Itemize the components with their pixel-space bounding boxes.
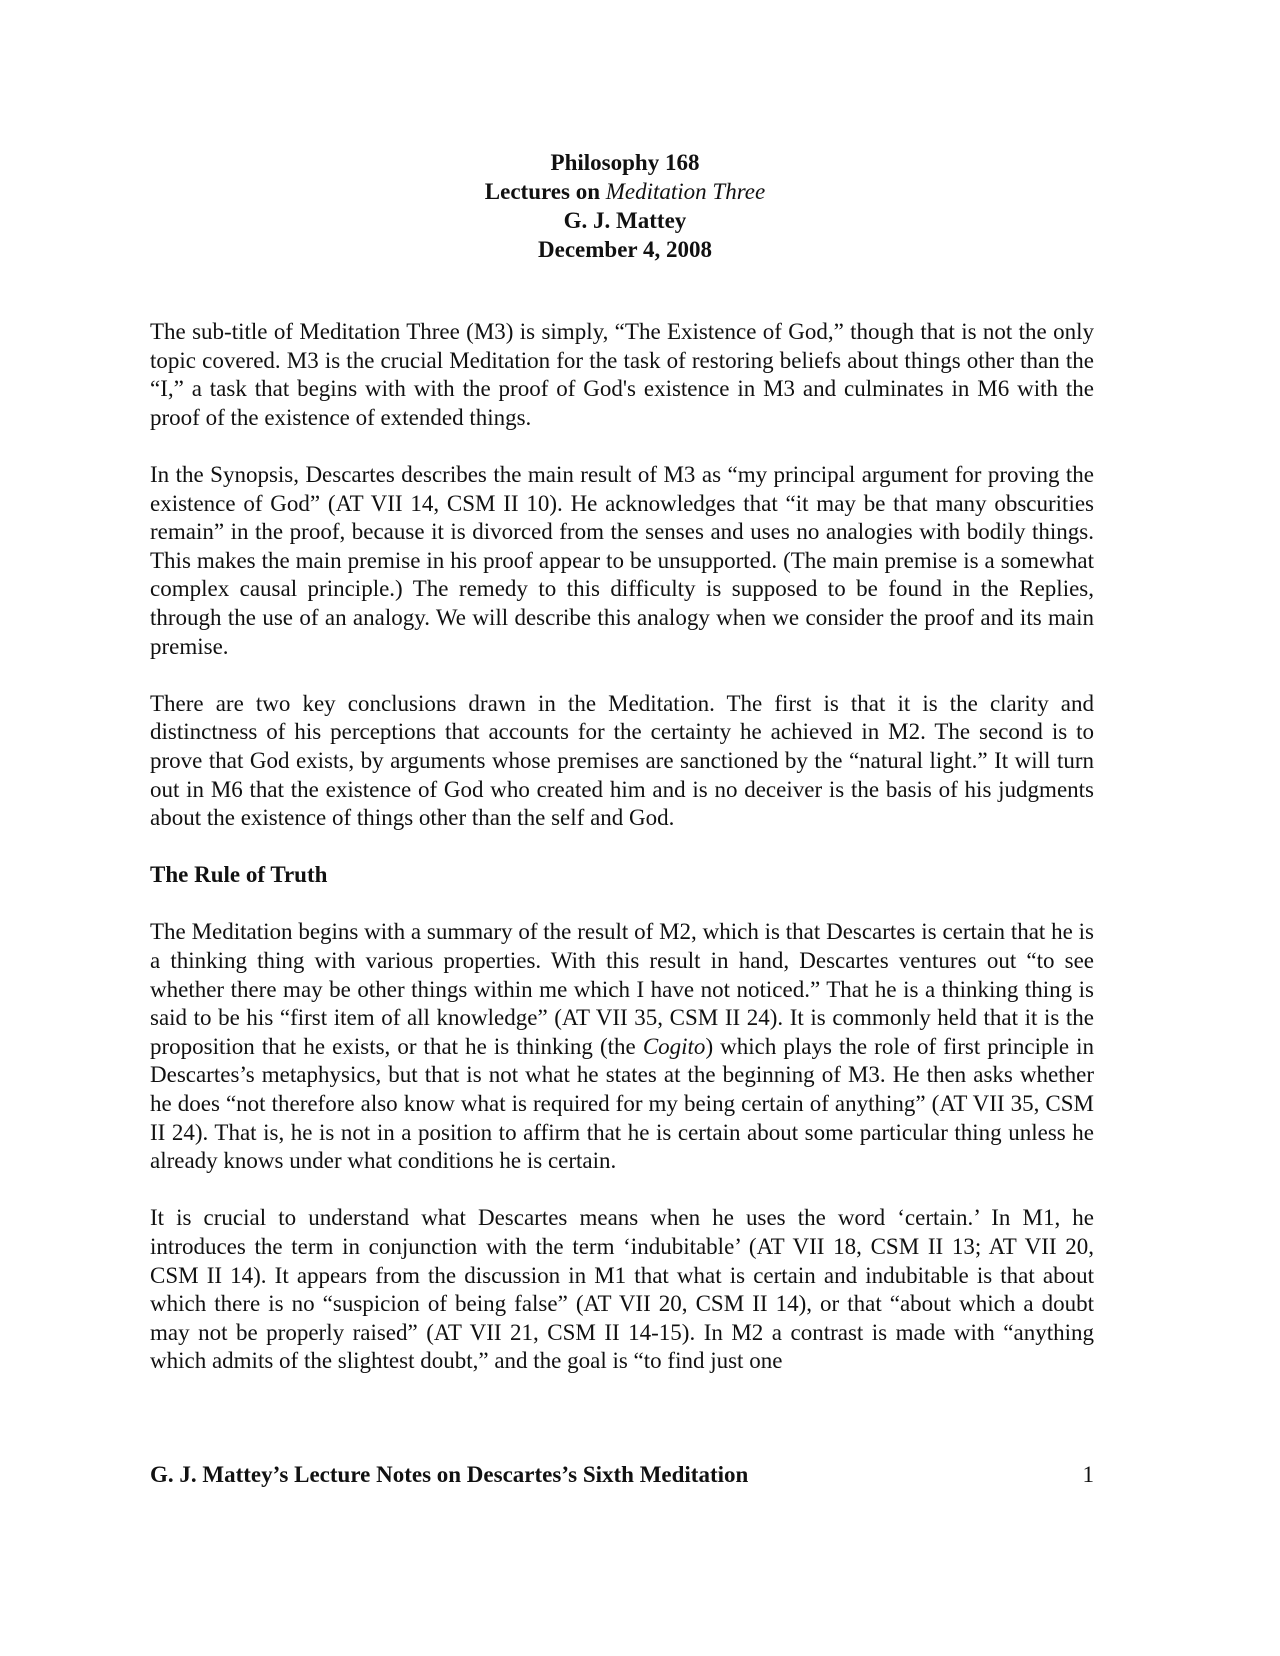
lectures-prefix: Lectures on [484, 179, 606, 204]
title-block [150, 148, 1100, 264]
paragraph-1: The sub-title of Meditation Three (M3) is simply, “The Existence of God,” though that is not the only topic covered. M3 is the crucial Meditation for the task of restoring beliefs about things other than the “I,” a task that begins with with the proof of God's existence in M3 and culminates in M6 with the proof of the existence of extended things. [150, 319, 1094, 430]
document-body [150, 318, 1094, 1405]
lectures-work-title: Meditation Three [605, 179, 766, 204]
document-date: December 4, 2008 [538, 237, 712, 262]
page-footer [150, 1461, 1094, 1489]
paragraph-4-italic: Cogito [642, 1033, 706, 1059]
section-heading: The Rule of Truth [150, 862, 328, 888]
lectures-line [150, 177, 1100, 206]
paragraph-5: It is crucial to understand what Descartes means when he uses the word ‘certain.’ In M1, he introduces the term in conjunction with the term ‘indubitable’ (AT VII 18, CSM II 13; AT VII 20, CSM II 14). It appears from the discussion in M1 that what is certain and indubitable is that about which there is no “suspicion of being false” (AT VII 20, CSM II 14), or that “about which a doubt may not be properly raised” (AT VII 21, CSM II 14-15). In M2 a contrast is made with “anything which admits of the slightest doubt,” and the goal is “to find just one [150, 1205, 1094, 1374]
page-number: 1 [1082, 1462, 1094, 1487]
author-name: G. J. Mattey [563, 208, 687, 233]
paragraph-4 [150, 918, 1094, 1175]
course-title: Philosophy 168 [550, 150, 700, 175]
paragraph-2: In the Synopsis, Descartes describes the main result of M3 as “my principal argument for proving the existence of God” (AT VII 14, CSM II 10). He acknowledges that “it may be that many obscurities remain” in the proof, because it is divorced from the senses and uses no analogies with bodily things. This makes the main premise in his proof appear to be unsupported. (The main premise is a somewhat complex causal principle.) The remedy to this difficulty is supposed to be found in the Replies, through the use of an analogy. We will describe this analogy when we consider the proof and its main premise. [150, 461, 1094, 659]
footer-title: G. J. Mattey’s Lecture Notes on Descartes’s Sixth Meditation [150, 1462, 749, 1487]
paragraph-4-part-a: The Meditation begins with a summary of the result of M2, which is that Descartes is certain that he is a thinking thing with various properties. With this result in hand, Descartes ventures out “to see whether there may be other things within me which I have not noticed.” That he is a thinking thing is said to be his “first item of all knowledge” (AT VII 35, CSM II 24). It is commonly held that it is the proposition that he exists, or that he is thinking (the [150, 919, 1094, 1059]
paragraph-4-part-b: ) which plays the role of first principle in Descartes’s metaphysics, but that is not what he states at the beginning of M3. He then asks whether he does “not therefore also know what is required for my being certain of anything” (AT VII 35, CSM II 24). That is, he is not in a position to affirm that he is certain about some particular thing unless he already knows under what conditions he is certain. [150, 1033, 1095, 1174]
paragraph-3: There are two key conclusions drawn in the Meditation. The first is that it is the clarity and distinctness of his perceptions that accounts for the certainty he achieved in M2. The second is to prove that God exists, by arguments whose premises are sanctioned by the “natural light.” It will turn out in M6 that the existence of God who created him and is no deceiver is the basis of his judgments about the existence of things other than the self and God. [150, 690, 1094, 831]
